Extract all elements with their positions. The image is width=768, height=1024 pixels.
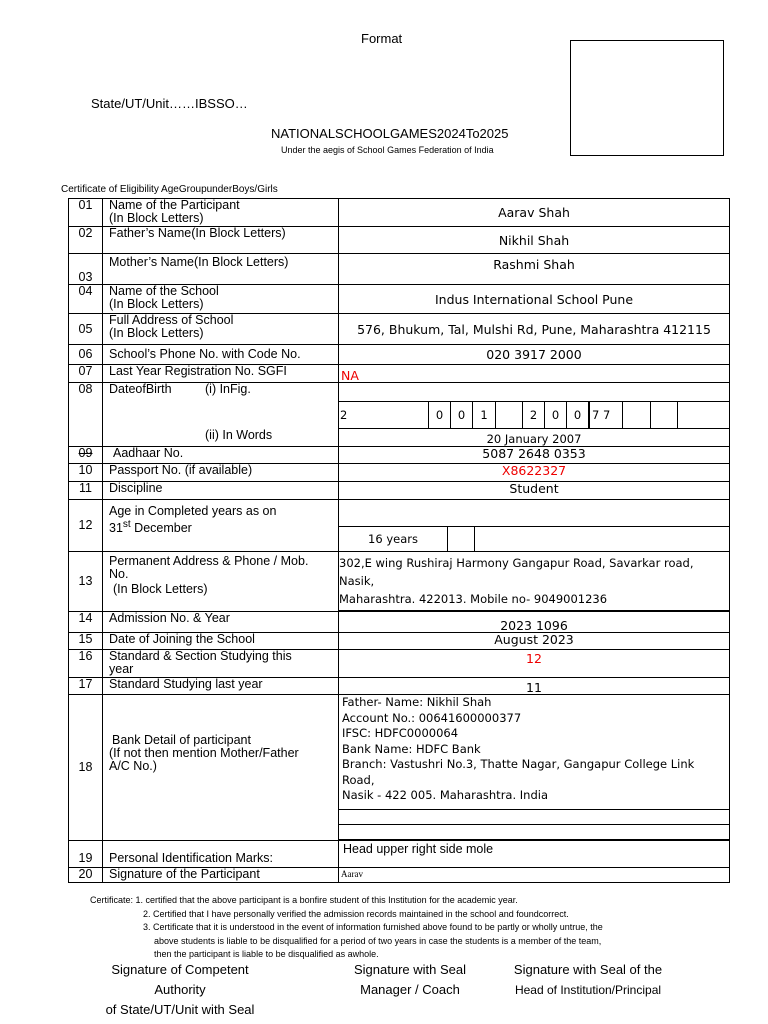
row-label: Father’s Name(In Block Letters) (103, 227, 339, 254)
row-label: School’s Phone No. with Code No. (103, 345, 339, 365)
bank-details-text[interactable] (339, 695, 729, 804)
row-label: Admission No. & Year (103, 612, 339, 633)
label-line: Name of the Participant (109, 198, 240, 212)
admission-value[interactable]: 2023 1096 (339, 612, 730, 633)
row-number: 07 (69, 365, 103, 383)
school-address-value[interactable]: 576, Bhukum, Tal, Mulshi Rd, Pune, Maharashtra 412115 (339, 314, 730, 345)
last-standard-value[interactable]: 11 (339, 678, 730, 695)
discipline-value[interactable]: Student (339, 482, 730, 500)
row-number: 18 (69, 695, 103, 841)
label-line: (In Block Letters) (109, 326, 204, 340)
dob-words-label: (ii) In Words (205, 428, 273, 442)
note-line: above students is liable to be disqualified for a period of two years in case the students is a member of the team, (154, 935, 602, 946)
label-line: A/C No.) (109, 758, 157, 773)
row-label: Passport No. (if available) (103, 464, 339, 482)
dob-digit[interactable] (650, 402, 678, 428)
row-number: 09 (69, 447, 103, 464)
permanent-address-values (339, 552, 730, 612)
form-row (69, 383, 730, 447)
note-line: Certificate: 1. certified that the above participant is a bonfire student of this Institution for the academic year. (90, 895, 518, 905)
dob-digit[interactable]: 1 (472, 402, 495, 428)
dob-fig-label: (i) InFig. (205, 382, 251, 396)
row-label: Signature of the Participant (103, 867, 339, 882)
signature-line: Head of Institution/Principal (514, 983, 662, 997)
dob-label: DateofBirth (109, 382, 172, 396)
row-number: 02 (69, 227, 103, 254)
row-number: 14 (69, 612, 103, 633)
row-label (103, 383, 339, 447)
form-row (69, 482, 730, 500)
bank-line: IFSC: HDFC0000064 (342, 726, 459, 740)
row-number: 17 (69, 678, 103, 695)
school-name-value[interactable]: Indus International School Pune (339, 285, 730, 314)
label-line: (If not then mention Mother/Father (109, 745, 299, 760)
form-row (69, 500, 730, 552)
label-line: year (109, 662, 134, 676)
signature-competent-authority (86, 960, 274, 1020)
form-row (69, 447, 730, 464)
bank-line: Account No.: 00641600000377 (342, 710, 522, 725)
form-row (69, 227, 730, 254)
row-label: Mother’s Name(In Block Letters) (103, 254, 339, 285)
form-row (69, 678, 730, 695)
eligibility-form (68, 198, 730, 883)
dob-digit[interactable]: 0 (544, 402, 566, 428)
dob-digit[interactable]: 0 (566, 402, 588, 428)
form-row (69, 840, 730, 867)
bank-line: Father- Name: Nikhil Shah (342, 695, 492, 709)
note-line: then the participant is liable to be disqualified as awhole. (154, 949, 379, 959)
participant-name-value[interactable]: Aarav Shah (339, 199, 730, 227)
note-line: 3. Certificate that it is understood in the event of information furnished above found to be partly or wholly untrue, the (143, 922, 603, 932)
row-label: Date of Joining the School (103, 633, 339, 650)
note-line: 2. Certified that I have personally verified the admission records maintained in the school and foundcorrect. (143, 908, 569, 919)
photo-box (570, 40, 724, 156)
row-number: 20 (69, 867, 103, 882)
bank-line: Nasik - 422 005. Maharashtra. India (342, 788, 549, 802)
dob-words-value[interactable]: 20 January 2007 (486, 432, 582, 446)
games-title: NATIONALSCHOOLGAMES2024To2025 (271, 126, 509, 141)
signature-head-of-institution (500, 960, 676, 1000)
row-label (103, 285, 339, 314)
row-number: 12 (69, 500, 103, 552)
label-line: Bank Detail of participant (112, 732, 251, 747)
label-sup: st (122, 519, 131, 530)
state-line: State/UT/Unit……IBSSO… (91, 96, 248, 111)
row-number: 19 (69, 840, 103, 867)
dob-digit[interactable] (495, 402, 522, 428)
form-row (69, 612, 730, 633)
dob-digit[interactable]: 2 (522, 402, 544, 428)
participant-signature-value[interactable]: Aarav (339, 867, 730, 882)
certificate-title: Certificate of Eligibility AgeGroupunderBoys/Girls (61, 184, 278, 195)
row-label: Discipline (103, 482, 339, 500)
identification-value[interactable]: Head upper right side mole (339, 840, 730, 867)
label-line: (In Block Letters) (109, 297, 204, 311)
label-line: Name of the School (109, 284, 219, 298)
form-row (69, 199, 730, 227)
father-name-value[interactable]: Nikhil Shah (339, 227, 730, 254)
label-line: Full Address of School (109, 313, 234, 327)
age-value[interactable]: 16 years (368, 531, 418, 546)
form-row (69, 314, 730, 345)
certificate-notes (90, 894, 603, 962)
form-row (69, 633, 730, 650)
school-phone-value[interactable]: 020 3917 2000 (339, 345, 730, 365)
dob-digit[interactable]: 0 (450, 402, 472, 428)
aadhaar-value[interactable]: 5087 2648 0353 (339, 447, 730, 464)
row-label (103, 500, 339, 552)
bank-details (339, 695, 730, 841)
dob-values (339, 383, 730, 447)
label-line: Age in Completed years as on (109, 504, 277, 518)
row-label (103, 695, 339, 841)
aegis-line: Under the aegis of School Games Federation of India (281, 145, 494, 155)
form-row (69, 345, 730, 365)
form-row (69, 650, 730, 678)
row-number: 11 (69, 482, 103, 500)
label-part: 31 (109, 521, 123, 536)
label-line: Permanent Address & Phone / Mob. (109, 554, 309, 568)
form-row (69, 285, 730, 314)
form-row (69, 552, 730, 612)
standard-value[interactable]: 12 (339, 650, 730, 678)
row-label: Personal Identification Marks: (103, 840, 339, 867)
label-line: Standard & Section Studying this (109, 649, 292, 663)
permanent-address-line[interactable]: 302,E wing Rushiraj Harmony Gangapur Road, Savarkar road, Nasik, (339, 556, 694, 588)
form-row (69, 695, 730, 841)
signature-manager-coach (344, 960, 476, 1000)
row-number: 01 (69, 199, 103, 227)
signature-line: Manager / Coach (360, 982, 460, 997)
signature-line: Signature with Seal (353, 962, 466, 977)
dob-digit-boxes (339, 401, 729, 429)
label-line: (In Block Letters) (109, 211, 204, 225)
dob-digit[interactable]: 2 (340, 407, 348, 422)
row-label: Aadhaar No. (103, 447, 339, 464)
label-line (109, 518, 338, 535)
passport-value[interactable]: X8622327 (339, 464, 730, 482)
row-number: 10 (69, 464, 103, 482)
dob-digit[interactable] (622, 402, 650, 428)
form-row (69, 464, 730, 482)
row-number: 15 (69, 633, 103, 650)
row-number: 13 (69, 552, 103, 612)
row-label (103, 314, 339, 345)
joining-date-value[interactable]: August 2023 (339, 633, 730, 650)
format-label: Format (361, 31, 403, 46)
form-row (69, 365, 730, 383)
row-label: Last Year Registration No. SGFI (103, 365, 339, 383)
form-row (69, 867, 730, 882)
mother-name-value[interactable]: Rashmi Shah (339, 254, 730, 285)
row-label (103, 650, 339, 678)
row-number: 03 (69, 254, 103, 285)
label-line: No. (109, 567, 129, 581)
signature-line: Signature with Seal of the (513, 962, 663, 977)
row-label (103, 552, 339, 612)
registration-value[interactable]: NA (339, 365, 730, 383)
row-number: 16 (69, 650, 103, 678)
row-number: 08 (69, 383, 103, 447)
label-part: December (130, 521, 192, 536)
bank-line: Branch: Vastushri No.3, Thatte Nagar, Gangapur College Link Road, (342, 757, 695, 787)
permanent-address-line[interactable]: Maharashtra. 422013. Mobile no- 9049001236 (339, 592, 608, 606)
row-label: Standard Studying last year (103, 678, 339, 695)
row-number: 04 (69, 285, 103, 314)
form-row (69, 254, 730, 285)
row-number: 05 (69, 314, 103, 345)
bank-line: Bank Name: HDFC Bank (342, 741, 481, 756)
dob-digit[interactable]: 0 (435, 407, 444, 422)
signature-line: of State/UT/Unit with Seal (105, 1002, 255, 1017)
signature-line: Signature of Competent Authority (111, 962, 249, 997)
dob-digit[interactable]: 7 7 (588, 402, 622, 428)
row-number: 06 (69, 345, 103, 365)
age-values (339, 500, 730, 552)
row-label (103, 199, 339, 227)
label-line: (In Block Letters) (113, 582, 208, 596)
